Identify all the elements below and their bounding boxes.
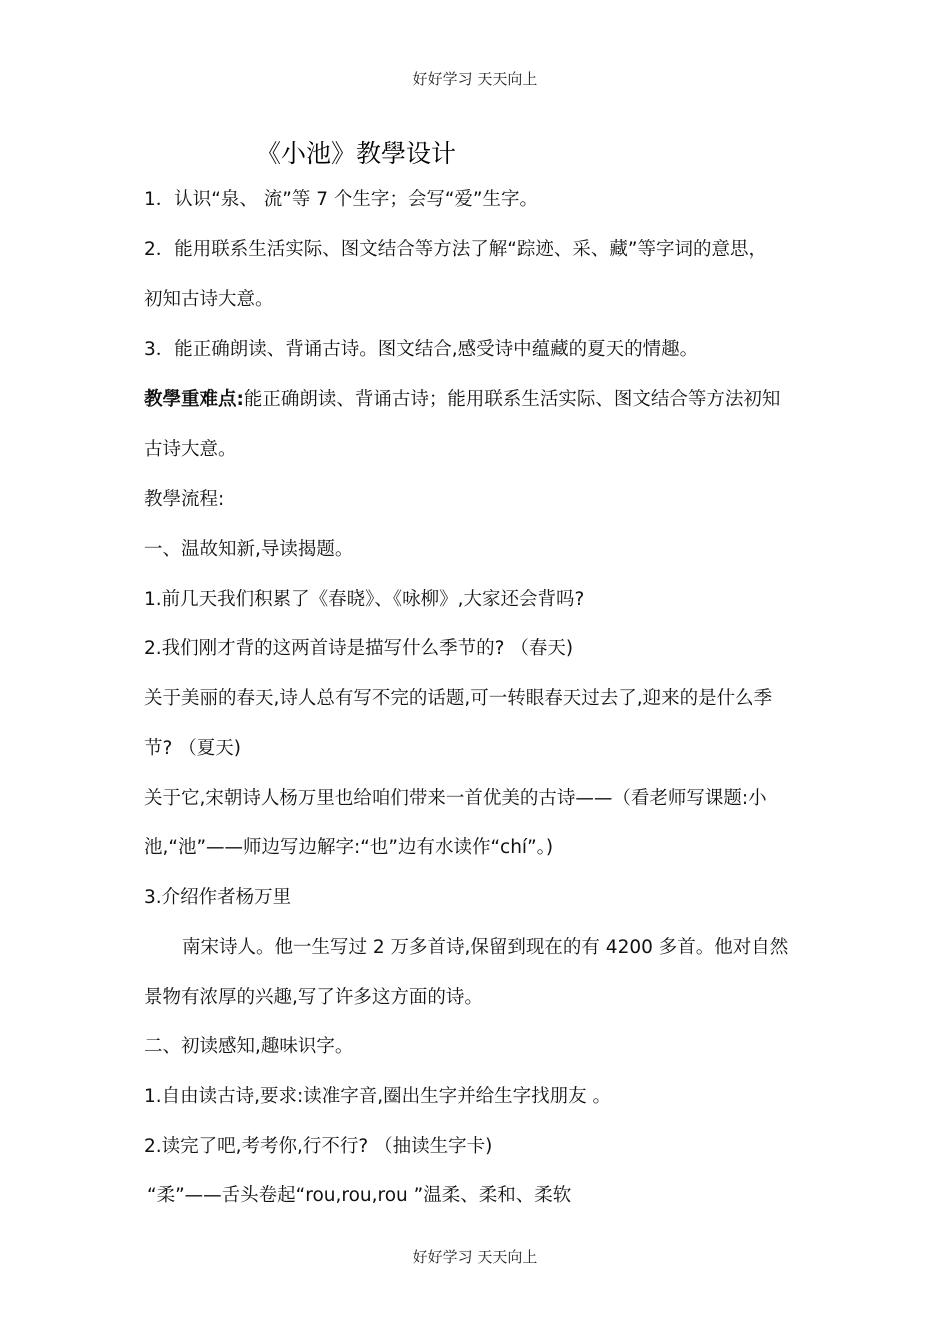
section-2-heading: 二、初读感知,趣味识字。 — [144, 1036, 354, 1057]
step-1-2: 2.我们刚才背的这两首诗是描写什么季节的? （春天) — [144, 638, 574, 659]
character-note: “柔”——舌头卷起“rou,rou,rou ”温柔、柔和、柔软 — [147, 1185, 572, 1206]
step-2-1: 1.自由读古诗,要求:读准字音,圈出生字并给生字找朋友 。 — [144, 1086, 612, 1107]
key-points-text: 能正确朗读、背诵古诗；能用联系生活实际、图文结合等方法初知 — [243, 389, 781, 410]
key-points-label: 教學重难点: — [144, 389, 244, 410]
objective-3: 3．能正确朗读、背诵古诗。图文结合,感受诗中蕴藏的夏天的情趣。 — [144, 339, 699, 360]
process-heading: 教學流程: — [144, 489, 225, 510]
paragraph-spring-cont: 节? （夏天) — [144, 738, 241, 759]
objective-2-cont: 初知古诗大意。 — [144, 289, 274, 310]
paragraph-spring: 关于美丽的春天,诗人总有写不完的话题,可一转眼春天过去了,迎来的是什么季 — [144, 688, 773, 709]
page-footer: 好好学习 天天向上 — [412, 1248, 538, 1266]
step-1-3: 3.介绍作者杨万里 — [144, 887, 292, 908]
document-title: 《小池》教學设计 — [256, 139, 457, 168]
step-1-1: 1.前几天我们积累了《春晓》、《咏柳》,大家还会背吗? — [144, 589, 585, 610]
page-header: 好好学习 天天向上 — [412, 70, 538, 88]
key-points — [144, 388, 780, 412]
author-bio: 南宋诗人。他一生写过 2 万多首诗,保留到现在的有 4200 多首。他对自然 — [182, 937, 789, 958]
key-points-cont: 古诗大意。 — [144, 439, 237, 460]
objective-2: 2．能用联系生活实际、图文结合等方法了解“踪迹、采、藏”等字词的意思， — [144, 239, 767, 260]
paragraph-poem-intro: 关于它,宋朝诗人杨万里也给咱们带来一首优美的古诗——（看老师写课题:小 — [144, 788, 767, 809]
section-1-heading: 一、温故知新,导读揭题。 — [144, 539, 354, 560]
objective-1: 1．认识“泉、 流”等 7 个生字；会写“爱”生字。 — [144, 189, 539, 210]
step-2-2: 2.读完了吧,考考你,行不行? （抽读生字卡) — [144, 1136, 493, 1157]
paragraph-poem-intro-cont: 池,“池”——师边写边解字:“也”边有水读作“chí”。) — [144, 837, 554, 858]
author-bio-cont: 景物有浓厚的兴趣,写了许多这方面的诗。 — [144, 987, 483, 1008]
